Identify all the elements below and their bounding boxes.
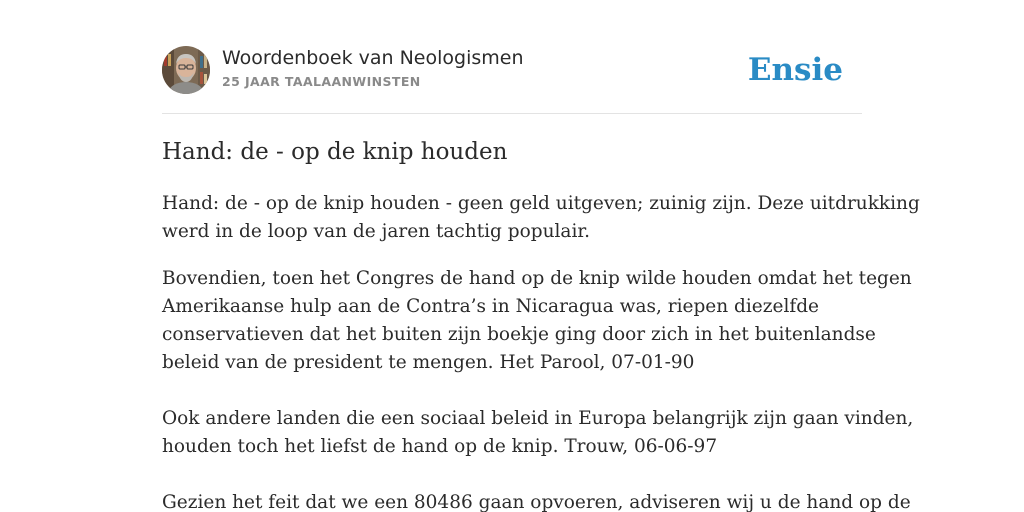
text-line: beleid van de president te mengen. Het Parool, 07-01-90 xyxy=(162,352,695,373)
source-header xyxy=(162,46,862,114)
author-avatar[interactable] xyxy=(162,46,210,94)
text-line: Bovendien, toen het Congres de hand op de knip wilde houden omdat het tegen xyxy=(162,268,912,289)
article-paragraph xyxy=(162,405,914,461)
ensie-logo[interactable]: Ensie xyxy=(747,52,843,88)
article-paragraph xyxy=(162,265,912,377)
article-body xyxy=(162,136,920,512)
article-paragraph xyxy=(162,489,911,512)
text-line: conservatieven dat het buiten zijn boekje ging door zich in het buitenlandse xyxy=(162,324,876,345)
text-line: Hand: de - op de knip houden - geen geld uitgeven; zuinig zijn. Deze uitdrukking xyxy=(162,193,920,214)
article-title: Hand: de - op de knip houden xyxy=(162,139,508,165)
text-line: Amerikaanse hulp aan de Contra’s in Nicaragua was, riepen diezelfde xyxy=(162,296,820,317)
source-subtitle: 25 JAAR TAALAANWINSTEN xyxy=(222,74,421,89)
text-line: werd in de loop van de jaren tachtig populair. xyxy=(162,221,591,242)
article-paragraph xyxy=(162,190,920,246)
text-line: Gezien het feit dat we een 80486 gaan opvoeren, adviseren wij u de hand op de xyxy=(162,492,911,512)
author-portrait-icon xyxy=(162,46,210,94)
text-line: Ook andere landen die een sociaal beleid in Europa belangrijk zijn gaan vinden, xyxy=(162,408,914,429)
source-name-link[interactable]: Woordenboek van Neologismen xyxy=(222,47,524,69)
text-line: houden toch het liefst de hand op de knip. Trouw, 06-06-97 xyxy=(162,436,718,457)
